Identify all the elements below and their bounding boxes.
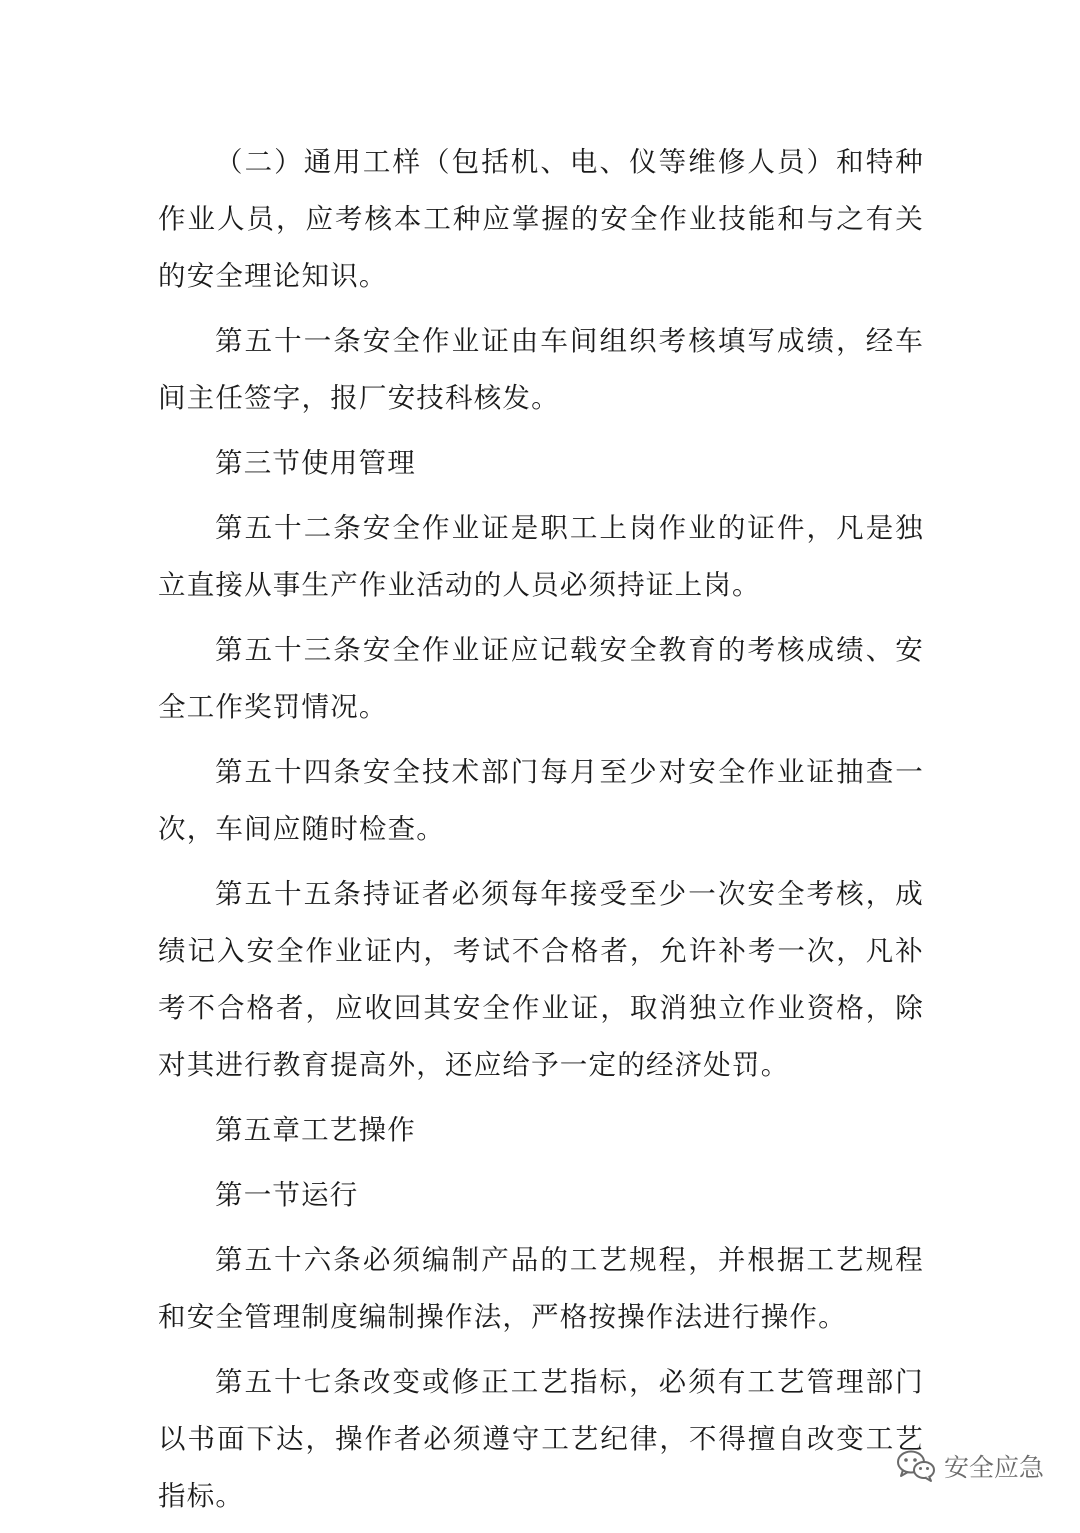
paragraph-article-57: 第五十七条改变或修正工艺指标，必须有工艺管理部门以书面下达，操作者必须遵守工艺纪律，不得擅自改变工艺指标。 — [158, 1366, 924, 1512]
watermark-text: 安全应急 — [943, 1453, 1044, 1482]
paragraph-article-53: 第五十三条安全作业证应记载安全教育的考核成绩、安全工作奖罚情况。 — [158, 634, 924, 723]
paragraph-article-55: 第五十五条持证者必须每年接受至少一次安全考核，成绩记入安全作业证内，考试不合格者，允许补考一次，凡补考不合格者，应收回其安全作业证，取消独立作业资格，除对其进行教育提高外，还应给予一定的经济处罚。 — [158, 878, 924, 1081]
paragraph-article-54: 第五十四条安全技术部门每月至少对安全作业证抽查一次，车间应随时检查。 — [158, 756, 924, 845]
paragraph-article-52: 第五十二条安全作业证是职工上岗作业的证件，凡是独立直接从事生产作业活动的人员必须持证上岗。 — [158, 512, 924, 601]
wechat-icon — [896, 1449, 936, 1483]
document-body — [158, 134, 924, 1533]
watermark — [896, 1448, 1044, 1484]
chapter-heading-process-operation: 第五章工艺操作 — [215, 1114, 416, 1146]
paragraph-article-56: 第五十六条必须编制产品的工艺规程，并根据工艺规程和安全管理制度编制操作法，严格按操作法进行操作。 — [158, 1244, 924, 1333]
paragraph-article-51: 第五十一条安全作业证由车间组织考核填写成绩，经车间主任签字，报厂安技科核发。 — [158, 325, 924, 414]
section-heading-operation: 第一节运行 — [215, 1179, 359, 1211]
paragraph-general-workers: （二）通用工样（包括机、电、仪等维修人员）和特种作业人员，应考核本工种应掌握的安全作业技能和与之有关的安全理论知识。 — [158, 146, 924, 292]
section-heading-usage-management: 第三节使用管理 — [215, 447, 416, 479]
